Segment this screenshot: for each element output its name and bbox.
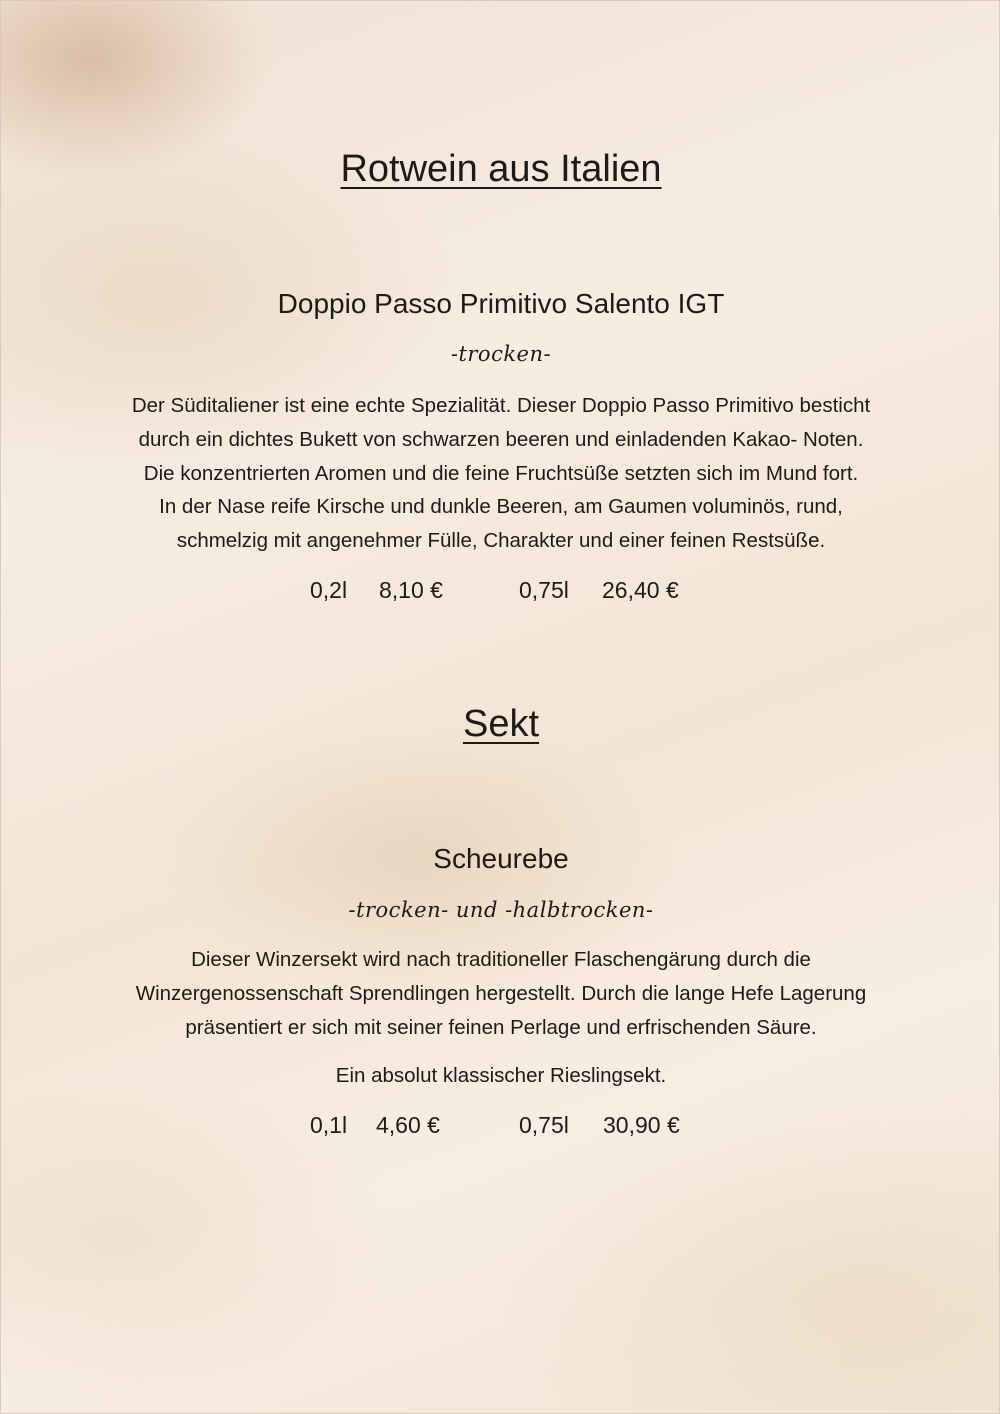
price-row-primitivo xyxy=(1,573,1000,607)
price-size: 0,75l xyxy=(519,1112,569,1138)
description-line: präsentiert er sich mit seiner feinen Perlage und erfrischenden Säure. xyxy=(185,1015,817,1039)
description-line: In der Nase reife Kirsche und dunkle Beeren, am Gaumen voluminös, rund, xyxy=(159,495,843,519)
price-value: 30,90 € xyxy=(603,1112,680,1138)
description-line: Dieser Winzersekt wird nach traditioneller Flaschengärung durch die xyxy=(191,948,811,971)
price-size: 0,2l xyxy=(310,577,348,603)
price-row-scheurebe xyxy=(1,1108,1000,1142)
wine-taste-scheurebe: -trocken- und -halbtrocken- xyxy=(348,898,654,922)
description-line: Winzergenossenschaft Sprendlingen hergestellt. Durch die lange Hefe Lagerung xyxy=(135,981,867,1005)
price-size: 0,1l xyxy=(310,1112,348,1138)
section-title-rotwein: Rotwein aus Italien xyxy=(340,148,662,190)
price-value: 8,10 € xyxy=(379,577,443,603)
description-line: schmelzig mit angenehmer Fülle, Charakter und einer feinen Restsüße. xyxy=(176,529,826,553)
wine-name-primitivo: Doppio Passo Primitivo Salento IGT xyxy=(277,288,725,319)
wine-description-scheurebe xyxy=(61,943,941,1044)
wine-name-scheurebe: Scheurebe xyxy=(433,843,569,874)
section-title-sekt: Sekt xyxy=(462,703,540,745)
description-line: Der Süditaliener ist eine echte Spezialität. Dieser Doppio Passo Primitivo besticht xyxy=(131,394,871,417)
price-value: 26,40 € xyxy=(602,577,679,603)
price-value: 4,60 € xyxy=(376,1112,440,1138)
description-line: Die konzentrierten Aromen und die feine Fruchtsüße setzten sich im Mund fort. xyxy=(143,461,859,485)
price-size: 0,75l xyxy=(519,577,569,603)
wine-taste-primitivo: -trocken- xyxy=(450,342,552,366)
wine-note-scheurebe: Ein absolut klassischer Rieslingsekt. xyxy=(335,1064,667,1087)
wine-description-primitivo xyxy=(61,389,941,558)
description-line: durch ein dichtes Bukett von schwarzen beeren und einladenden Kakao- Noten. xyxy=(138,427,864,451)
